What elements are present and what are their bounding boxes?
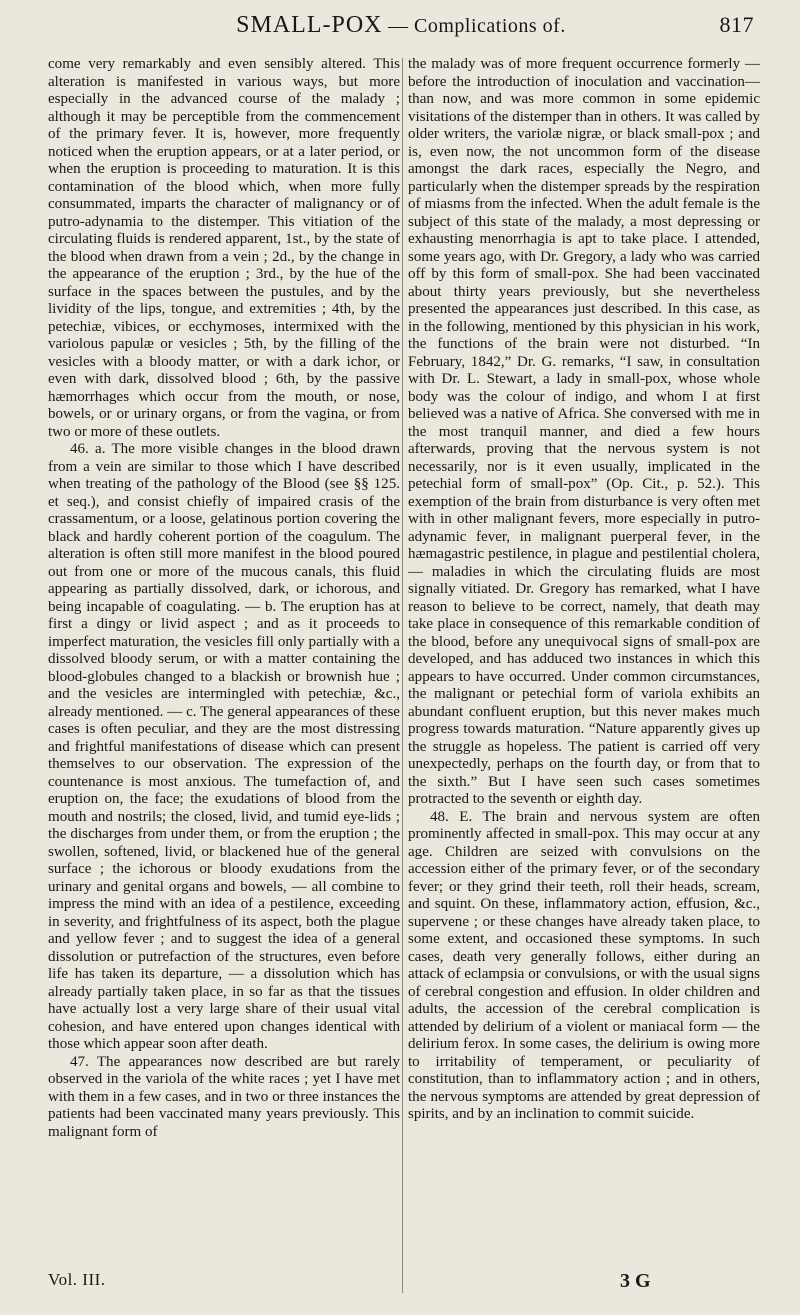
volume-label: Vol. III.	[48, 1270, 106, 1289]
running-title-sub: — Complications of.	[382, 15, 566, 37]
paragraph-48: 48. E. The brain and nervous system are often prominently affected in small-pox. This may occur at any age. Children are seized with convulsions on the accession either of the primary fever, or of the secondary fever; or they grind their teeth, roll their heads, scream, and squint. On these, inflammatory action, effusion, &c., supervene ; or these changes have already taken place, to some extent, and occasioned these symptoms. In such cases, death very generally follows, either during an attack of eclampsia or convulsions, or with the usual signs of cerebral congestion and effusion. In older children and adults, the accession of the cerebral complication is attended by delirium of a violent or maniacal form — the delirium ferox. In some cases, the delirium is owing more to irritability of temperament, or peculiarity of constitution, than to inflammatory action ; and in others, the nervous symptoms are attended by great depression of spirits, and by an inclination to commit suicide.	[408, 808, 760, 1122]
running-head	[48, 12, 754, 42]
paragraph-continued: come very remarkably and even sensibly altered. This alteration is manifested in various ways, but more especially in the advanced course of the malady ; although it may be perceptible from the commencement of the primary fever. It is, however, more frequently noticed when the eruption appears, or at a later period, or when the eruption is proceeding to maturation. It is this contamination of the blood which, when more fully consummated, imparts the character of malignancy or of putro-adynamia to the distemper. This vitiation of the circulating fluids is rendered apparent, 1st., by the state of the blood when drawn from a vein ; 2d., by the change in the appearance of the eruption ; 3rd., by the hue of the surface in the spaces between the pustules, and by the lividity of the lips, tongue, and extremities ; 4th, by the petechiæ, vibices, or ecchymoses, intermixed with the variolous papulæ or vesicles ; 5th, by the filling of the vesicles with a bloody matter, or with a dark ichor, or even with dark, dissolved blood ; 6th, by the passive hæmorrhages which occur from the mouth, or nose, bowels, or or urinary organs, or from the vagina, or from two or more of these outlets.	[48, 56, 400, 440]
running-title-main: SMALL-POX	[236, 12, 383, 38]
right-column	[408, 56, 760, 1124]
page-number: 817	[719, 12, 754, 37]
paragraph-47: 47. The appearances now described are but rarely observed in the variola of the white races ; yet I have met with them in a few cases, and in two or three instances the patients had been vaccinated many years previously. This malignant form of	[48, 1053, 400, 1140]
paragraph-46: 46. a. The more visible changes in the blood drawn from a vein are similar to those which I have described when treating of the pathology of the Blood (see §§ 125. et seq.), and consist chiefly of impaired crasis of the crassamentum, or a loose, gelatinous portion covering the black and hardly coherent portion of the coagulum. The alteration is often still more manifest in the blood poured out from one or more of the mucous canals, this fluid appearing as partially dissolved, dark, or ichorous, and being incapable of coagulating. — b. The eruption has at first a dingy or livid aspect ; and as it proceeds to imperfect maturation, the vesicles fill only partially with a dissolved bloody serum, or with a matter containing the blood-globules changed to a blackish or brownish hue ; and the vesicles are intermingled with petechiæ, &c., already mentioned. — c. The general appearances of these cases is often peculiar, and they are the most distressing and frightful manifestations of disease which can present themselves to our observation. The expression of the countenance is most anxious. The tumefaction of, and eruption on, the face; the exudations of blood from the mouth and nostrils; the closed, livid, and tumid eye-lids ; the discharges from under them, or from the eruption ; the swollen, softened, livid, or blackened hue of the general surface ; the ichorous or bloody exudations from the urinary and genital organs and bowels, — all combine to impress the mind with an idea of a pestilence, exceeding in severity, and frightfulness of its aspect, both the plague and yellow fever ; and to suggest the idea of a general dissolution or putrefaction of the structures, even before life has taken its departure, — a dissolution which has already partially taken place, in so far as that the tissues have actually lost a very large share of their usual vital cohesion, and have entered upon changes identical with those which appear soon after death.	[48, 441, 400, 1052]
running-title	[48, 12, 754, 39]
signature-mark: 3 G	[620, 1270, 651, 1292]
paragraph-47-continued: the malady was of more frequent occurrence formerly — before the introduction of inoculation and vaccination—than now, and was more common in some epidemic visitations of the distemper than in others. It was called by older writers, the variolæ nigræ, or black small-pox ; and is, even now, the not uncommon form of the disease amongst the dark races, especially the Negro, and particularly when the distemper spreads by the respiration of miasms from the infected. When the adult female is the subject of this state of the malady, a most depressing or exhausting menorrhagia is apt to take place. I attended, some years ago, with Dr. Gregory, a lady who was carried off by this form of small-pox. She had been vaccinated about thirty years previously, but she nevertheless presented the appearances just described. In this case, as in the following, mentioned by this physician in his work, the functions of the brain were not disturbed. “In February, 1842,” Dr. G. remarks, “I saw, in consultation with Dr. L. Stewart, a lady in small-pox, whose whole body was the colour of indigo, and whom I at first believed was a native of Africa. She conversed with me in the most tranquil manner, and died a few hours afterwards, proving that the nervous system is not necessarily, nor is it even usually, implicated in the petechial form of small-pox” (Op. Cit., p. 52.). This exemption of the brain from disturbance is very often met with in other malignant fevers, more especially in putro-adynamic fever, in malignant puerperal fever, in the hæmagastric pestilence, in plague and pestilential cholera, — maladies in which the circulating fluids are most signally vitiated. Dr. Gregory has remarked, what I have reason to believe to be correct, namely, that death may take place in consequence of this remarkable condition of the blood, before any unequivocal signs of small-pox are developed, and has adduced two instances in which this appears to have occurred. Under common circumstances, the malignant or petechial form of variola exhibits an abundant confluent eruption, but this never makes much progress towards maturation. “Nature apparently gives up the struggle as hopeless. The patient is carried off very unexpectedly, perhaps on the fourth day, or from that to the sixth.” But I have seen such cases sometimes protracted to the seventh or eighth day.	[408, 56, 760, 807]
left-column	[48, 56, 400, 1141]
column-divider	[402, 58, 403, 1293]
